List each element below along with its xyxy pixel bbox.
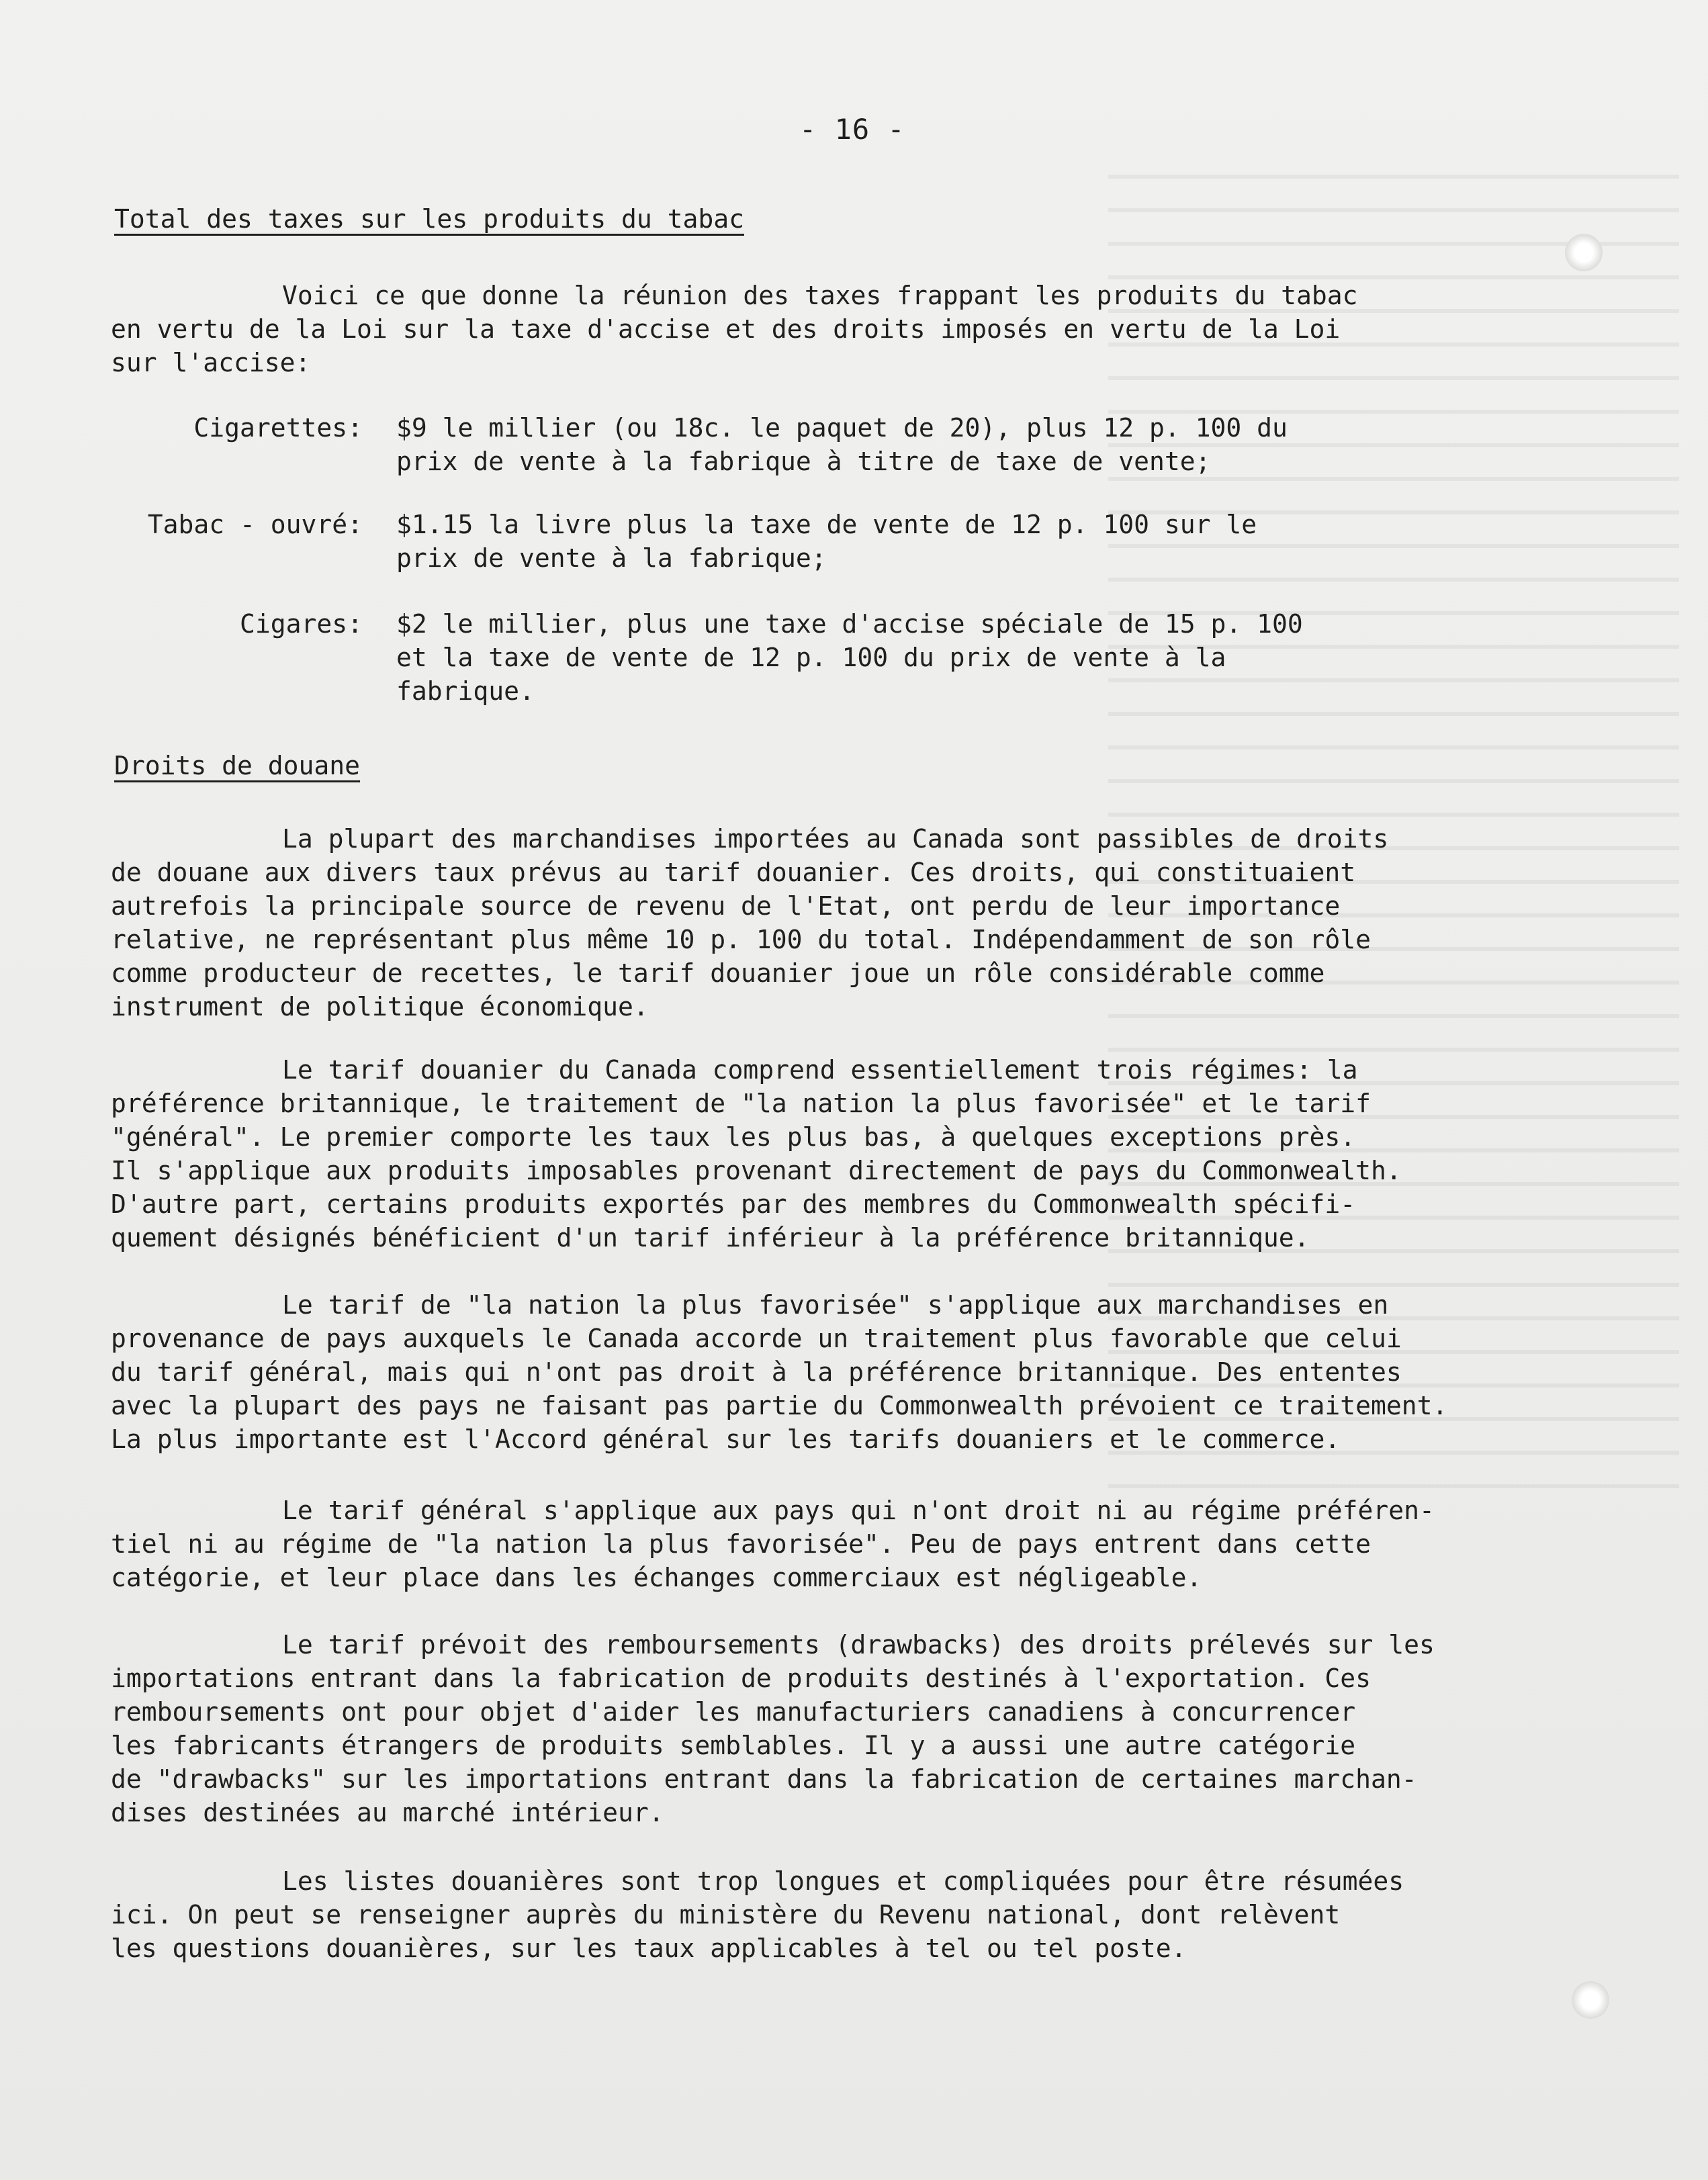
text-line: prix de vente à la fabrique à titre de taxe de vente; — [396, 447, 1211, 476]
tax-item-label: Cigarettes: — [193, 413, 363, 443]
text-line: catégorie, et leur place dans les échanges commerciaux est négligeable. — [111, 1563, 1202, 1592]
text-line: et la taxe de vente de 12 p. 100 du prix de vente à la — [396, 643, 1226, 672]
text-line: avec la plupart des pays ne faisant pas partie du Commonwealth prévoient ce traitement. — [111, 1391, 1448, 1420]
text-line: Il s'applique aux produits imposables provenant directement de pays du Commonwealth. — [111, 1156, 1402, 1185]
text-line: en vertu de la Loi sur la taxe d'accise et des droits imposés en vertu de la Loi — [111, 314, 1341, 344]
page-number: - 16 - — [799, 113, 905, 146]
text-line: les fabricants étrangers de produits semblables. Il y a aussi une autre catégorie — [111, 1731, 1356, 1760]
text-line: La plus importante est l'Accord général sur les tarifs douaniers et le commerce. — [111, 1424, 1341, 1454]
text-line: de douane aux divers taux prévus au tarif douanier. Ces droits, qui constituaient — [111, 858, 1356, 887]
text-line: Le tarif douanier du Canada comprend essentiellement trois régimes: la — [282, 1055, 1358, 1085]
customs-paragraph — [111, 1288, 1575, 1456]
text-line: importations entrant dans la fabrication de produits destinés à l'exportation. Ces — [111, 1664, 1371, 1693]
text-line: du tarif général, mais qui n'ont pas droit à la préférence britannique. Des ententes — [111, 1357, 1402, 1387]
text-line: D'autre part, certains produits exportés par des membres du Commonwealth spécifi- — [111, 1189, 1356, 1219]
text-line: Voici ce que donne la réunion des taxes frappant les produits du tabac — [282, 281, 1358, 310]
tax-item-text — [396, 508, 1431, 575]
customs-paragraph — [111, 1494, 1575, 1594]
customs-paragraph — [111, 822, 1575, 1024]
punch-hole — [1572, 1981, 1609, 2019]
tax-item-text — [396, 607, 1431, 708]
tobacco-intro-paragraph — [111, 279, 1575, 379]
tax-item-label: Tabac - ouvré: — [147, 510, 363, 539]
text-line: autrefois la principale source de revenu de l'Etat, ont perdu de leur importance — [111, 891, 1341, 921]
text-line: tiel ni au régime de "la nation la plus favorisée". Peu de pays entrent dans cette — [111, 1529, 1371, 1559]
text-line: préférence britannique, le traitement de "la nation la plus favorisée" et le tarif — [111, 1089, 1371, 1118]
text-line: remboursements ont pour objet d'aider les manufacturiers canadiens à concurrencer — [111, 1697, 1356, 1727]
text-line: $9 le millier (ou 18c. le paquet de 20), plus 12 p. 100 du — [396, 413, 1288, 443]
tax-item-text — [396, 411, 1431, 478]
text-line: Le tarif général s'applique aux pays qui n'ont droit ni au régime préféren- — [282, 1496, 1435, 1525]
text-line: $1.15 la livre plus la taxe de vente de 12 p. 100 sur le — [396, 510, 1257, 539]
text-line: dises destinées au marché intérieur. — [111, 1798, 664, 1827]
text-line: fabrique. — [396, 676, 535, 706]
text-line: quement désignés bénéficient d'un tarif inférieur à la préférence britannique. — [111, 1223, 1310, 1253]
text-line: prix de vente à la fabrique; — [396, 543, 827, 573]
text-line: comme producteur de recettes, le tarif douanier joue un rôle considérable comme — [111, 958, 1325, 988]
text-line: Les listes douanières sont trop longues et compliquées pour être résumées — [282, 1866, 1404, 1896]
text-line: instrument de politique économique. — [111, 992, 649, 1021]
text-line: relative, ne représentant plus même 10 p. 100 du total. Indépendamment de son rôle — [111, 925, 1371, 954]
text-line: de "drawbacks" sur les importations entrant dans la fabrication de certaines marchan- — [111, 1764, 1417, 1794]
tax-item-label: Cigares: — [239, 609, 363, 639]
text-line: La plupart des marchandises importées au Canada sont passibles de droits — [282, 824, 1389, 854]
text-line: sur l'accise: — [111, 348, 311, 377]
text-line: $2 le millier, plus une taxe d'accise spéciale de 15 p. 100 — [396, 609, 1303, 639]
customs-paragraph — [111, 1628, 1575, 1829]
customs-paragraph — [111, 1053, 1575, 1255]
text-line: "général". Le premier comporte les taux les plus bas, à quelques exceptions près. — [111, 1122, 1356, 1152]
section-heading-tobacco: Total des taxes sur les produits du tabac — [114, 204, 744, 234]
text-line: ici. On peut se renseigner auprès du ministère du Revenu national, dont relèvent — [111, 1900, 1341, 1929]
punch-hole — [1565, 234, 1603, 271]
text-line: provenance de pays auxquels le Canada accorde un traitement plus favorable que celui — [111, 1324, 1402, 1353]
text-line: les questions douanières, sur les taux applicables à tel ou tel poste. — [111, 1934, 1187, 1963]
customs-paragraph — [111, 1864, 1575, 1965]
section-heading-customs: Droits de douane — [114, 751, 361, 780]
text-line: Le tarif prévoit des remboursements (drawbacks) des droits prélevés sur les — [282, 1630, 1435, 1660]
text-line: Le tarif de "la nation la plus favorisée" s'applique aux marchandises en — [282, 1290, 1389, 1320]
